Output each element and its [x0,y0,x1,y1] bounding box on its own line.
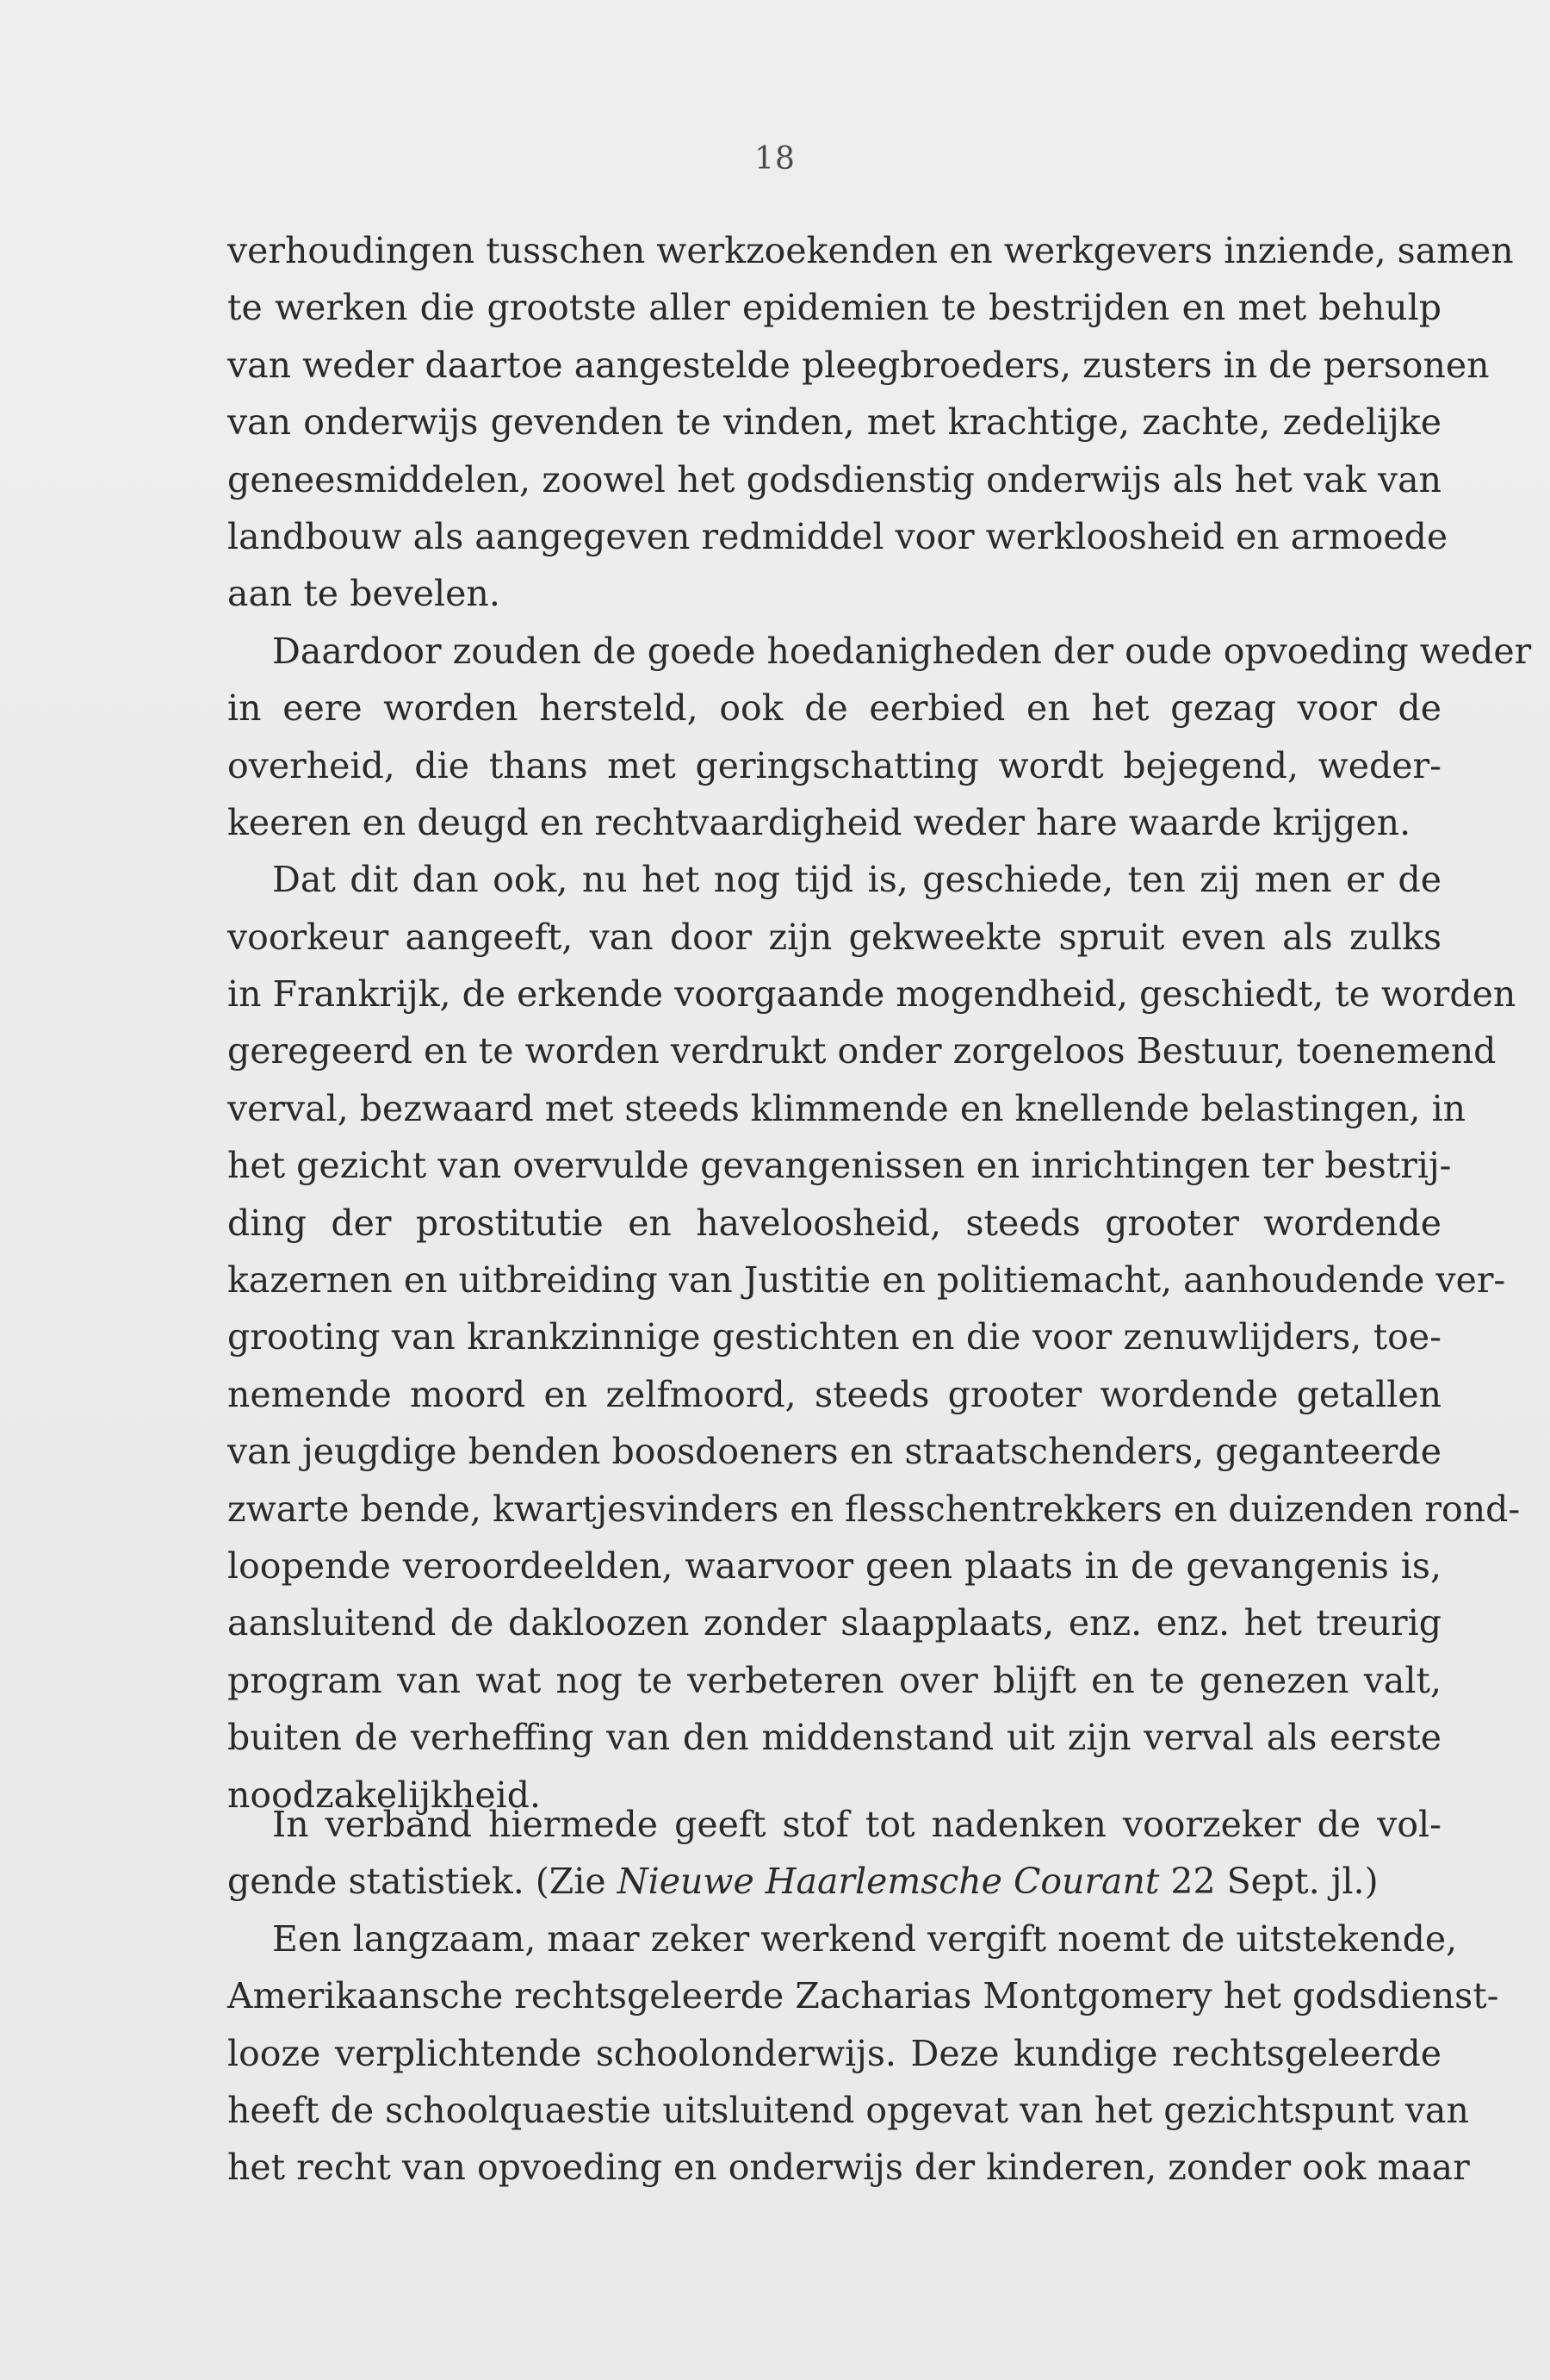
text-line: buiten de verheffing van den middenstand uit zijn verval als eerste [227,1717,1442,1759]
citation-lead: gende statistiek. (Zie [227,1861,617,1903]
text-line: het recht van opvoeding en onderwijs der kinderen, zonder ook maar [227,2147,1470,2189]
text-line: heeft de schoolquaestie uitsluitend opgevat van het gezichtspunt van [227,2089,1469,2131]
text-line-citation [227,1853,1442,1910]
text-line: keeren en deugd en rechtvaardigheid weder hare waarde krijgen. [227,801,1411,843]
text-line: Een langzaam, maar zeker werkend vergift noemt de uitstekende, [272,1917,1458,1960]
text-line: noodzakelijkheid. [227,1774,542,1816]
page-number: 18 [754,141,796,177]
text-line: in eere worden hersteld, ook de eerbied en het gezag voor de [227,687,1442,730]
text-line: aansluitend de dakloozen zonder slaapplaats, enz. enz. het treurig [227,1602,1442,1644]
text-line: grooting van krankzinnige gestichten en die voor zenuwlijders, toe- [227,1316,1442,1358]
text-line: nemende moord en zelfmoord, steeds grooter wordende getallen [227,1373,1442,1415]
text-line: looze verplichtende schoolonderwijs. Deze kundige rechtsgeleerde [227,2032,1442,2074]
text-line: geneesmiddelen, zoowel het godsdienstig onderwijs als het vak van [227,458,1442,500]
text-line: aan te bevelen. [227,573,500,615]
newspaper-title: Nieuwe Haarlemsche Courant [617,1861,1160,1903]
text-line: kazernen en uitbreiding van Justitie en politiemacht, aanhoudende ver- [227,1259,1506,1302]
text-line: voorkeur aangeeft, van door zijn gekweekte spruit even als zulks [227,916,1442,958]
text-line: loopende veroordeelden, waarvoor geen plaats in de gevangenis is, [227,1544,1442,1587]
text-line: te werken die grootste aller epidemien te bestrijden en met behulp [227,287,1442,329]
citation-date: 22 Sept. jl.) [1159,1861,1379,1903]
text-line: verval, bezwaard met steeds klimmende en knellende belastingen, in [227,1087,1466,1129]
text-line: Daardoor zouden de goede hoedanigheden der oude opvoeding weder [272,630,1532,672]
text-line: ding der prostitutie en haveloosheid, steeds grooter wordende [227,1202,1442,1244]
text-line: program van wat nog te verbeteren over blijft en te genezen valt, [227,1659,1442,1701]
paragraph-group-main [227,222,1532,1824]
text-line: van onderwijs gevenden te vinden, met krachtige, zachte, zedelijke [227,401,1442,444]
text-line: van jeugdige benden boosdoeners en straatschenders, geganteerde [227,1431,1442,1473]
text-line: in Frankrijk, de erkende voorgaande mogendheid, geschiedt, te worden [227,973,1516,1016]
text-line: Amerikaansche rechtsgeleerde Zacharias Montgomery het godsdienst- [227,1975,1499,2017]
text-line: overheid, die thans met geringschatting wordt bejegend, weder- [227,744,1442,786]
text-line: Dat dit dan ook, nu het nog tijd is, geschiede, ten zij men er de [272,859,1442,901]
text-line: In verband hiermede geeft stof tot nadenken voorzeker de vol- [272,1804,1442,1845]
text-line: van weder daartoe aangestelde pleegbroeders, zusters in de personen [227,344,1490,386]
text-line: geregeerd en te worden verdrukt onder zorgeloos Bestuur, toenemend [227,1030,1497,1072]
text-line: landbouw als aangegeven redmiddel voor werkloosheid en armoede [227,515,1448,557]
paragraph-group-statistics [227,1796,1499,2197]
text-line: verhoudingen tusschen werkzoekenden en werkgevers inziende, samen [227,230,1514,271]
text-line: het gezicht van overvulde gevangenissen en inrichtingen ter bestrij- [227,1145,1452,1187]
text-line: zwarte bende, kwartjesvinders en flesschentrekkers en duizenden rond- [227,1488,1521,1530]
